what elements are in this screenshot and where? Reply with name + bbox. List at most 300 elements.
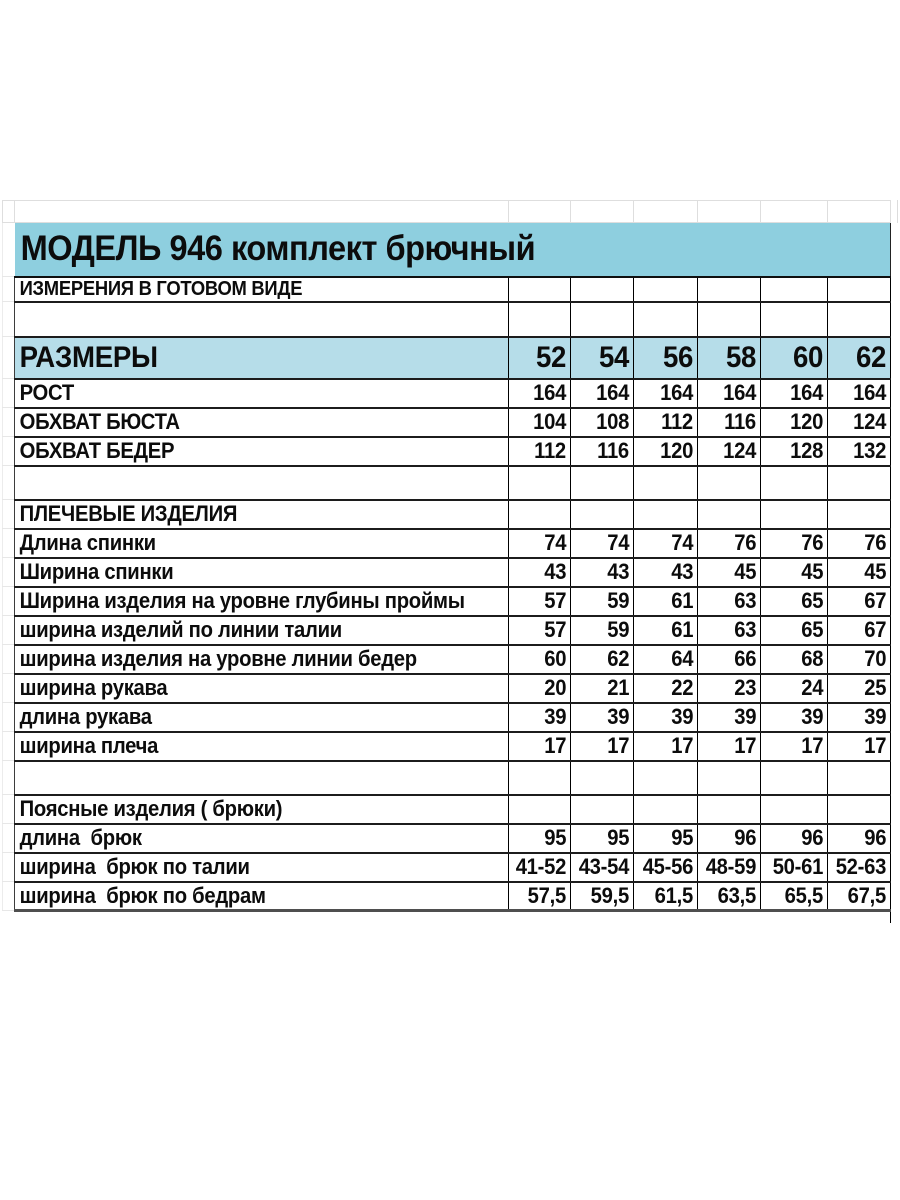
size-value: 52 [536, 340, 567, 374]
size-value: 62 [856, 340, 887, 374]
grid-cell [761, 201, 828, 223]
row-label: ширина брюк по бедрам [19, 882, 266, 908]
value-cell[interactable] [828, 645, 891, 674]
grid-cell [634, 201, 698, 223]
cell-value: 61,5 [655, 882, 694, 908]
cell-value: 95 [607, 825, 630, 850]
row-label: ОБХВАТ БЮСТА [19, 409, 180, 434]
cell-value: 96 [801, 825, 824, 850]
value-cell[interactable] [828, 882, 891, 911]
value-cell[interactable] [761, 587, 828, 616]
row-label: ширина брюк по талии [19, 854, 250, 879]
row-label: длина рукава [19, 704, 152, 729]
value-cell[interactable] [634, 616, 698, 645]
row-label: Ширина изделия на уровне глубины проймы [19, 588, 465, 613]
cell-value: 65 [801, 588, 824, 613]
value-cell[interactable] [571, 824, 634, 853]
cell-value: 116 [597, 438, 630, 463]
cell-value: 39 [544, 704, 567, 729]
value-cell[interactable] [698, 795, 761, 824]
measurement-row [3, 853, 891, 882]
size-value: 60 [793, 340, 824, 374]
value-cell[interactable] [634, 558, 698, 587]
row-label: ширина изделий по линии талии [19, 617, 342, 642]
row-label-cell[interactable] [15, 500, 509, 529]
value-cell[interactable] [698, 703, 761, 732]
subtitle-cell[interactable] [15, 277, 509, 302]
value-cell[interactable] [761, 408, 828, 437]
value-cell[interactable] [828, 558, 891, 587]
row-label-cell[interactable] [15, 645, 509, 674]
row-label: Ширина спинки [19, 559, 174, 584]
row-label-cell[interactable] [15, 616, 509, 645]
cell-value: 67,5 [848, 882, 887, 908]
value-cell[interactable] [571, 529, 634, 558]
value-cell[interactable] [828, 853, 891, 882]
title-row [3, 223, 891, 277]
value-cell[interactable] [571, 795, 634, 824]
measurement-row [3, 587, 891, 616]
value-cell[interactable] [571, 500, 634, 529]
cell-value: 108 [596, 409, 630, 434]
value-cell[interactable] [571, 703, 634, 732]
margin-cell [3, 408, 15, 437]
value-cell[interactable] [509, 500, 571, 529]
row-label-cell[interactable] [15, 558, 509, 587]
cell-value: 76 [734, 530, 757, 555]
cell-value: 63 [734, 588, 757, 613]
value-cell[interactable] [828, 500, 891, 529]
value-cell[interactable] [828, 379, 891, 408]
subtitle-row [3, 277, 891, 302]
cell-value: 45 [801, 559, 824, 584]
cell-value: 52-63 [835, 854, 887, 879]
value-cell[interactable] [828, 587, 891, 616]
empty-cell[interactable] [634, 302, 698, 337]
value-cell[interactable] [761, 761, 828, 795]
value-cell[interactable] [828, 824, 891, 853]
margin-cell [3, 882, 15, 911]
row-label-cell[interactable] [15, 703, 509, 732]
cell-value: 57 [544, 588, 567, 613]
value-cell[interactable] [509, 437, 571, 466]
row-label: РОСТ [19, 380, 74, 405]
cell-value: 50-61 [772, 854, 824, 879]
cell-value: 25 [864, 675, 887, 700]
cell-value: 66 [734, 646, 757, 671]
cell-value: 60 [544, 646, 567, 671]
empty-cell[interactable] [761, 302, 828, 337]
value-cell[interactable] [698, 824, 761, 853]
margin-cell [3, 466, 15, 500]
measurement-row [3, 645, 891, 674]
margin-cell [3, 587, 15, 616]
cell-value: 59 [607, 617, 630, 642]
margin-cell [3, 911, 15, 924]
value-cell[interactable] [509, 379, 571, 408]
size-column-header[interactable] [509, 337, 571, 379]
row-label: ОБХВАТ БЕДЕР [19, 438, 175, 463]
value-cell[interactable] [828, 616, 891, 645]
value-cell[interactable] [634, 824, 698, 853]
empty-cell[interactable] [509, 277, 571, 302]
value-cell[interactable] [634, 732, 698, 761]
row-label-cell[interactable] [15, 795, 509, 824]
spacer-row [3, 761, 891, 795]
margin-cell [3, 437, 15, 466]
empty-cell[interactable] [698, 302, 761, 337]
size-value: 54 [599, 340, 630, 374]
margin-cell [3, 558, 15, 587]
cell-value: 17 [801, 733, 824, 758]
table-header-section [3, 201, 891, 379]
cell-value: 76 [864, 530, 887, 555]
value-cell[interactable] [634, 529, 698, 558]
cell-value: 61 [671, 617, 694, 642]
value-cell[interactable] [698, 408, 761, 437]
grid-cell [698, 201, 761, 223]
measurement-row [3, 732, 891, 761]
value-cell[interactable] [634, 761, 698, 795]
cell-value: 17 [864, 733, 887, 758]
value-cell[interactable] [828, 466, 891, 500]
empty-cell[interactable] [698, 277, 761, 302]
cell-value: 64 [671, 646, 694, 671]
cell-value: 116 [724, 409, 757, 434]
measurement-row [3, 437, 891, 466]
table-body-section [3, 379, 891, 911]
cell-value: 164 [660, 380, 694, 405]
value-cell[interactable] [828, 529, 891, 558]
value-cell[interactable] [571, 558, 634, 587]
row-label: длина брюк [19, 825, 142, 850]
cell-value: 164 [596, 380, 630, 405]
cell-value: 21 [607, 675, 630, 700]
size-column-header[interactable] [828, 337, 891, 379]
row-label-cell[interactable] [15, 674, 509, 703]
value-cell[interactable] [761, 529, 828, 558]
value-cell[interactable] [828, 437, 891, 466]
empty-cell[interactable] [571, 277, 634, 302]
cell-value: 95 [544, 825, 567, 850]
value-cell[interactable] [761, 703, 828, 732]
table-title: МОДЕЛЬ 946 комплект брючный [20, 229, 535, 269]
gridline-fragment [897, 200, 898, 223]
cell-value: 17 [544, 733, 567, 758]
value-cell[interactable] [698, 558, 761, 587]
value-cell[interactable] [509, 587, 571, 616]
value-cell[interactable] [509, 703, 571, 732]
cell-value: 164 [533, 380, 567, 405]
cell-value: 43-54 [578, 854, 630, 879]
row-label: ПЛЕЧЕВЫЕ ИЗДЕЛИЯ [19, 501, 238, 526]
value-cell[interactable] [761, 437, 828, 466]
value-cell[interactable] [509, 824, 571, 853]
value-cell[interactable] [698, 882, 761, 911]
table-title-cell[interactable] [15, 223, 891, 277]
value-cell[interactable] [634, 703, 698, 732]
grid-strip-row [3, 201, 891, 223]
value-cell[interactable] [571, 437, 634, 466]
grid-cell [15, 201, 509, 223]
value-cell[interactable] [571, 379, 634, 408]
tail-cell [509, 911, 571, 924]
value-cell[interactable] [634, 795, 698, 824]
margin-cell [3, 223, 15, 277]
cell-value: 104 [533, 409, 567, 434]
value-cell[interactable] [698, 674, 761, 703]
empty-cell[interactable] [634, 277, 698, 302]
value-cell[interactable] [509, 529, 571, 558]
value-cell[interactable] [828, 732, 891, 761]
value-cell[interactable] [509, 732, 571, 761]
value-cell[interactable] [634, 645, 698, 674]
empty-cell[interactable] [509, 302, 571, 337]
size-column-header[interactable] [761, 337, 828, 379]
margin-cell [3, 703, 15, 732]
cell-value: 120 [660, 438, 694, 463]
value-cell[interactable] [571, 645, 634, 674]
cell-value: 74 [671, 530, 694, 555]
value-cell[interactable] [828, 703, 891, 732]
value-cell[interactable] [509, 795, 571, 824]
value-cell[interactable] [571, 732, 634, 761]
size-value: 56 [663, 340, 694, 374]
measurement-row [3, 616, 891, 645]
value-cell[interactable] [828, 674, 891, 703]
value-cell[interactable] [828, 408, 891, 437]
cell-value: 43 [544, 559, 567, 584]
value-cell[interactable] [634, 853, 698, 882]
tail-cell [698, 911, 761, 924]
row-label-cell[interactable] [15, 587, 509, 616]
value-cell[interactable] [761, 500, 828, 529]
cell-value: 43 [607, 559, 630, 584]
row-label-cell[interactable] [15, 853, 509, 882]
value-cell[interactable] [828, 795, 891, 824]
row-label: ширина рукава [19, 675, 168, 700]
cell-value: 67 [864, 617, 887, 642]
cell-value: 76 [801, 530, 824, 555]
size-chart-table [2, 200, 891, 923]
cell-value: 24 [801, 675, 824, 700]
cell-value: 39 [734, 704, 757, 729]
value-cell[interactable] [698, 379, 761, 408]
grid-cell [509, 201, 571, 223]
size-column-header[interactable] [571, 337, 634, 379]
value-cell[interactable] [571, 761, 634, 795]
value-cell[interactable] [761, 616, 828, 645]
value-cell[interactable] [761, 645, 828, 674]
value-cell[interactable] [571, 587, 634, 616]
empty-cell [15, 911, 509, 924]
cell-value: 128 [790, 438, 824, 463]
cell-value: 45 [864, 559, 887, 584]
row-label-cell[interactable] [15, 529, 509, 558]
cell-value: 120 [790, 409, 824, 434]
value-cell[interactable] [698, 732, 761, 761]
grid-cell [828, 201, 891, 223]
margin-cell [3, 379, 15, 408]
row-label: ширина плеча [19, 733, 159, 758]
tail-cell [634, 911, 698, 924]
cell-value: 17 [734, 733, 757, 758]
margin-cell [3, 302, 15, 337]
value-cell[interactable] [761, 882, 828, 911]
size-column-header[interactable] [698, 337, 761, 379]
grid-cell [571, 201, 634, 223]
measurement-row [3, 674, 891, 703]
measurement-row [3, 408, 891, 437]
margin-cell [3, 853, 15, 882]
value-cell[interactable] [761, 732, 828, 761]
row-label-cell[interactable] [15, 437, 509, 466]
cell-value: 48-59 [705, 854, 757, 879]
value-cell[interactable] [571, 853, 634, 882]
row-label-cell[interactable] [15, 761, 509, 795]
tail-cell [828, 911, 891, 924]
value-cell[interactable] [698, 587, 761, 616]
value-cell[interactable] [698, 466, 761, 500]
cell-value: 22 [671, 675, 694, 700]
size-column-header[interactable] [634, 337, 698, 379]
value-cell[interactable] [761, 824, 828, 853]
value-cell[interactable] [634, 408, 698, 437]
value-cell[interactable] [571, 882, 634, 911]
measurement-row [3, 529, 891, 558]
cell-value: 164 [723, 380, 757, 405]
cell-value: 112 [534, 438, 567, 463]
value-cell[interactable] [509, 761, 571, 795]
empty-cell[interactable] [828, 277, 891, 302]
cell-value: 124 [723, 438, 757, 463]
measurement-row [3, 703, 891, 732]
value-cell[interactable] [571, 408, 634, 437]
margin-cell [3, 337, 15, 379]
cell-value: 57,5 [528, 882, 567, 908]
value-cell[interactable] [634, 466, 698, 500]
cell-value: 59,5 [591, 882, 630, 908]
margin-cell [3, 645, 15, 674]
value-cell[interactable] [509, 408, 571, 437]
value-cell[interactable] [698, 437, 761, 466]
spacer-row [3, 466, 891, 500]
value-cell[interactable] [509, 616, 571, 645]
row-label-cell[interactable] [15, 379, 509, 408]
empty-label-cell[interactable] [15, 302, 509, 337]
row-label: Поясные изделия ( брюки) [19, 796, 283, 821]
cell-value: 61 [671, 588, 694, 613]
row-label-cell[interactable] [15, 824, 509, 853]
section-header-row [3, 500, 891, 529]
cell-value: 39 [607, 704, 630, 729]
value-cell[interactable] [828, 761, 891, 795]
cell-value: 45-56 [642, 854, 694, 879]
margin-cell [3, 761, 15, 795]
cell-value: 57 [544, 617, 567, 642]
sizes-label-cell[interactable] [15, 337, 509, 379]
value-cell[interactable] [761, 674, 828, 703]
value-cell[interactable] [761, 379, 828, 408]
tail-cell [571, 911, 634, 924]
value-cell[interactable] [509, 645, 571, 674]
row-label-cell[interactable] [15, 882, 509, 911]
margin-cell [3, 674, 15, 703]
value-cell[interactable] [571, 674, 634, 703]
value-cell[interactable] [634, 500, 698, 529]
cell-value: 41-52 [515, 854, 567, 879]
row-label-cell[interactable] [15, 732, 509, 761]
empty-cell[interactable] [828, 302, 891, 337]
value-cell[interactable] [761, 466, 828, 500]
value-cell[interactable] [698, 761, 761, 795]
tail-gridlines-row [3, 911, 891, 924]
value-cell[interactable] [634, 674, 698, 703]
value-cell[interactable] [698, 853, 761, 882]
empty-cell[interactable] [571, 302, 634, 337]
table-subtitle: ИЗМЕРЕНИЯ В ГОТОВОМ ВИДЕ [19, 277, 303, 300]
value-cell[interactable] [761, 558, 828, 587]
value-cell[interactable] [698, 529, 761, 558]
value-cell[interactable] [509, 466, 571, 500]
value-cell[interactable] [634, 437, 698, 466]
row-label-cell[interactable] [15, 408, 509, 437]
empty-cell[interactable] [761, 277, 828, 302]
margin-cell [3, 277, 15, 302]
value-cell[interactable] [634, 587, 698, 616]
measurement-row [3, 379, 891, 408]
margin-cell [3, 732, 15, 761]
cell-value: 74 [544, 530, 567, 555]
cell-value: 17 [671, 733, 694, 758]
value-cell[interactable] [698, 500, 761, 529]
value-cell[interactable] [634, 882, 698, 911]
tail-cell [761, 911, 828, 924]
row-label: ширина изделия на уровне линии бедер [19, 646, 417, 671]
measurement-row [3, 558, 891, 587]
margin-cell [3, 529, 15, 558]
cell-value: 17 [607, 733, 630, 758]
margin-cell [3, 616, 15, 645]
cell-value: 63 [734, 617, 757, 642]
value-cell[interactable] [509, 558, 571, 587]
cell-value: 68 [801, 646, 824, 671]
value-cell[interactable] [761, 795, 828, 824]
sizes-header-row [3, 337, 891, 379]
cell-value: 124 [853, 409, 887, 434]
cell-value: 70 [864, 646, 887, 671]
value-cell[interactable] [509, 674, 571, 703]
row-label-cell[interactable] [15, 466, 509, 500]
value-cell[interactable] [509, 853, 571, 882]
margin-cell [3, 500, 15, 529]
cell-value: 112 [661, 409, 694, 434]
cell-value: 59 [607, 588, 630, 613]
cell-value: 96 [864, 825, 887, 850]
value-cell[interactable] [761, 853, 828, 882]
value-cell[interactable] [571, 616, 634, 645]
cell-value: 164 [853, 380, 887, 405]
value-cell[interactable] [509, 882, 571, 911]
value-cell[interactable] [698, 616, 761, 645]
cell-value: 23 [734, 675, 757, 700]
cell-value: 67 [864, 588, 887, 613]
cell-value: 132 [853, 438, 887, 463]
value-cell[interactable] [634, 379, 698, 408]
value-cell[interactable] [698, 645, 761, 674]
value-cell[interactable] [571, 466, 634, 500]
cell-value: 39 [864, 704, 887, 729]
